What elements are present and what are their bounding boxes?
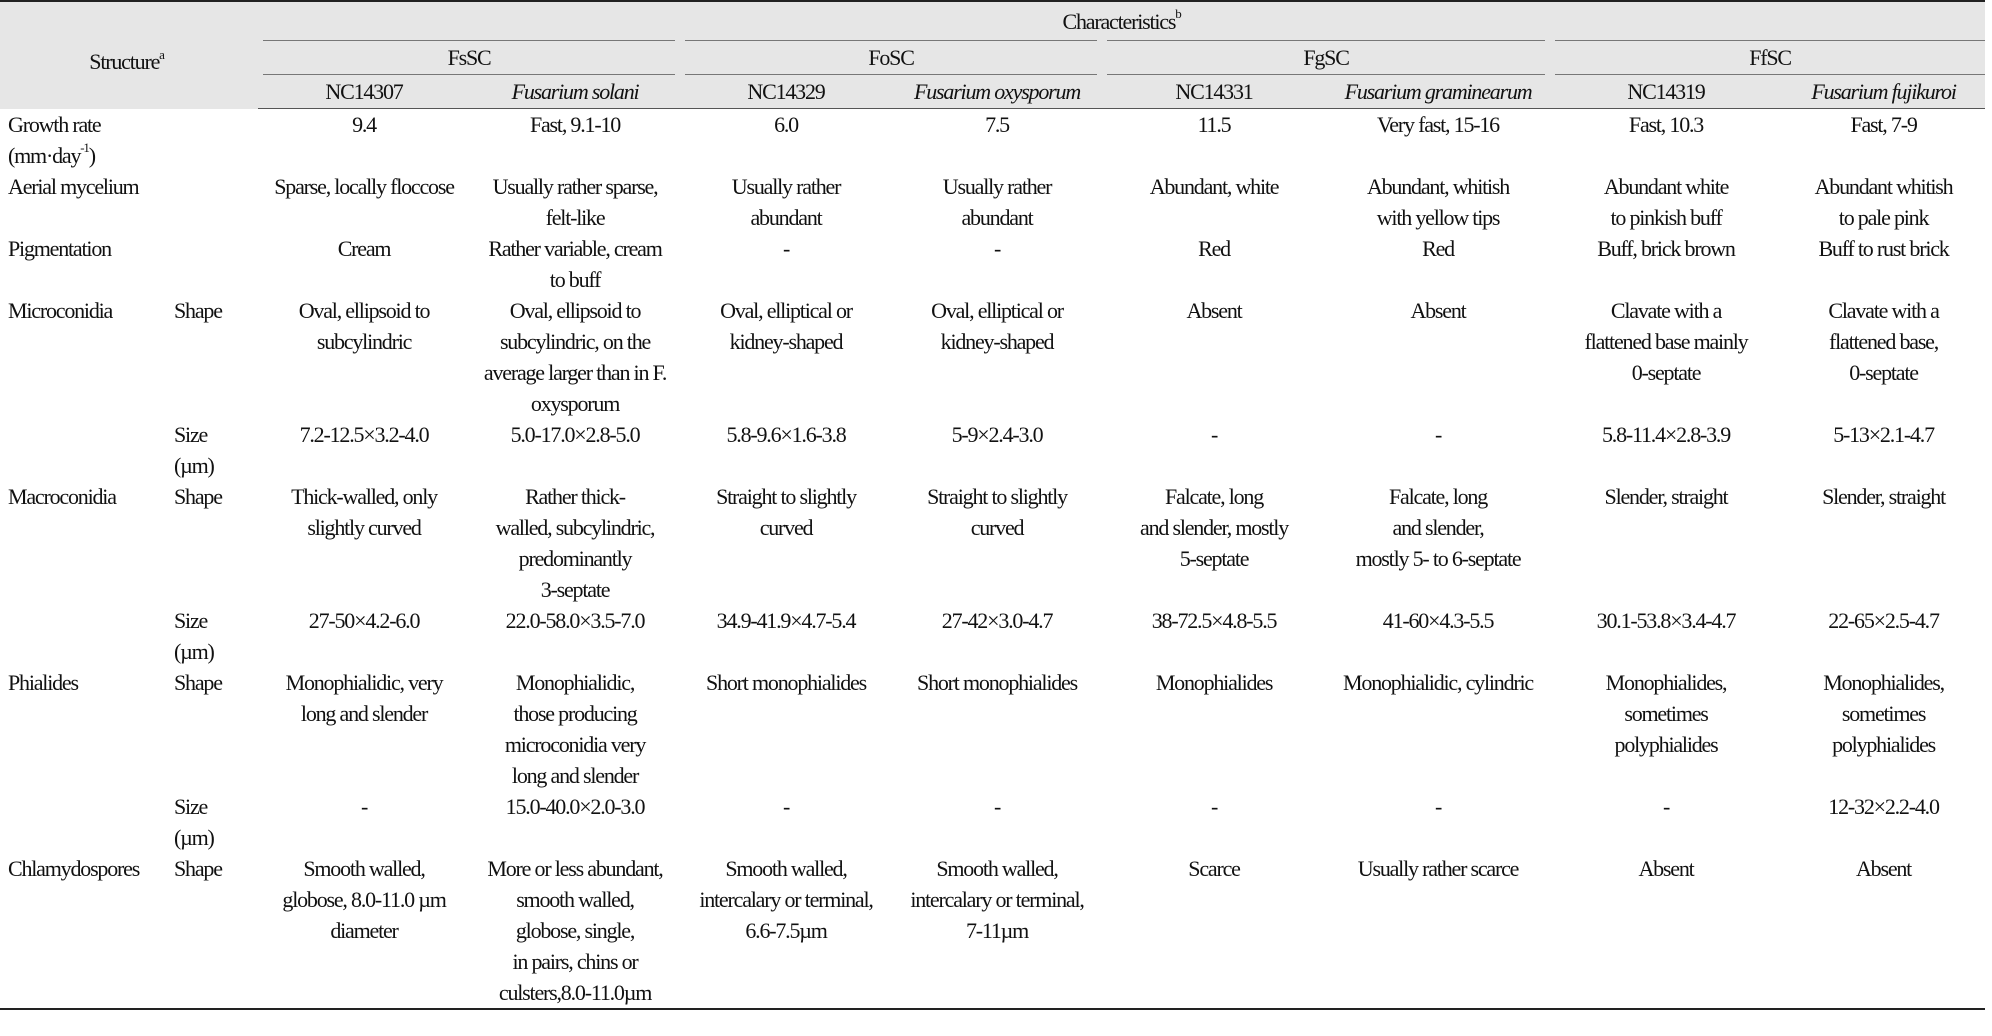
value-cell: Rather variable, cream to buff	[488, 235, 662, 292]
structure-cell	[0, 233, 170, 295]
value-cell: Red	[1422, 235, 1454, 261]
value-cell: Monophialides, sometimes polyphialides	[1605, 669, 1727, 757]
value-cell: Cream	[337, 235, 391, 261]
value-cell: Falcate, long and slender, mostly 5- to 6-septate	[1355, 483, 1521, 571]
structure-label: Microconidia	[8, 297, 113, 323]
substructure-cell: Shape	[174, 297, 222, 323]
value-cell: 5.0-17.0×2.8-5.0	[510, 421, 640, 447]
value-cell: 5-9×2.4-3.0	[951, 421, 1043, 447]
structure-cell	[0, 171, 170, 233]
substructure-cell	[170, 233, 258, 295]
value-cell: Falcate, long and slender, mostly 5-septate	[1140, 483, 1289, 571]
value-cell: Short monophialides	[706, 669, 866, 695]
value-cell: -	[360, 793, 368, 819]
structure-label-tail: )	[88, 142, 95, 168]
value-cell: 7.2-12.5×3.2-4.0	[299, 421, 429, 447]
table-row	[0, 171, 1985, 233]
value-cell: Slender, straight	[1822, 483, 1945, 509]
value-cell: 15.0-40.0×2.0-3.0	[505, 793, 645, 819]
column-header-6: Fusarium graminearum	[1326, 75, 1550, 109]
value-cell: Usually rather scarce	[1326, 853, 1550, 1009]
substructure-cell	[170, 171, 258, 233]
structure-cell	[0, 481, 170, 605]
value-cell: -	[993, 235, 1001, 261]
structure-cell	[0, 109, 170, 171]
table-row	[0, 853, 1985, 1009]
table-row	[0, 109, 1985, 171]
column-header-8: Fusarium fujikuroi	[1782, 75, 1985, 109]
value-cell: -	[782, 235, 790, 261]
value-cell: Oval, elliptical or kidney-shaped	[931, 297, 1063, 354]
value-cell: Very fast, 15-16	[1377, 112, 1499, 137]
structure-header: Structure$^a$	[0, 1, 258, 109]
table-body	[0, 109, 1985, 1009]
value-cell: 6.0	[774, 112, 798, 137]
value-cell: Abundant, whitish with yellow tips	[1366, 173, 1510, 230]
substructure-cell	[170, 109, 258, 171]
structure-label: Phialides	[8, 669, 78, 695]
value-cell: Abundant whitish to pale pink	[1814, 173, 1953, 230]
table-row	[0, 295, 1985, 419]
structure-label: Aerial mycelium	[8, 173, 139, 199]
table-row	[0, 481, 1985, 605]
column-header-4: Fusarium oxysporum	[892, 75, 1102, 109]
value-cell: 7.5	[985, 112, 1009, 137]
value-cell: Smooth walled, intercalary or terminal, 6.6-7.5µm	[680, 853, 892, 1009]
value-cell: Monophialides, sometimes polyphialides	[1823, 669, 1944, 757]
substructure-cell: Shape	[174, 483, 222, 509]
substructure-cell: Shape	[170, 853, 258, 1009]
value-cell: Absent	[1186, 297, 1242, 323]
value-cell: 5.8-9.6×1.6-3.8	[726, 421, 846, 447]
structure-cell	[0, 853, 170, 1009]
value-cell: Buff to rust brick	[1818, 235, 1949, 261]
substructure-cell: Size (µm)	[174, 607, 214, 664]
value-cell: 34.9-41.9×4.7-5.4	[716, 607, 856, 633]
value-cell: Smooth walled, intercalary or terminal, 7-11µm	[892, 853, 1102, 1009]
structure-label: Pigmentation	[8, 235, 111, 261]
header-row-columns	[0, 75, 1985, 109]
value-cell: -	[782, 793, 790, 819]
value-cell: Monophialidic, cylindric	[1343, 669, 1533, 695]
table-row	[0, 419, 1985, 481]
value-cell: 5-13×2.1-4.7	[1833, 421, 1934, 447]
value-cell: Absent	[1410, 297, 1466, 323]
value-cell: Slender, straight	[1604, 483, 1728, 509]
value-cell: Usually rather abundant	[731, 173, 841, 230]
value-cell: Usually rather abundant	[942, 173, 1052, 230]
value-cell: 41-60×4.3-5.5	[1382, 607, 1494, 633]
value-cell: Smooth walled, globose, 8.0-11.0 µm diameter	[258, 853, 470, 1009]
structure-label: Growth rate (mm·day	[8, 111, 101, 168]
table-row	[0, 233, 1985, 295]
value-cell: -	[993, 793, 1001, 819]
column-header-2: Fusarium solani	[470, 75, 680, 109]
table-row	[0, 791, 1985, 853]
value-cell: -	[1434, 421, 1442, 447]
value-cell: 27-50×4.2-6.0	[308, 607, 420, 633]
value-cell: Monophialidic, those producing microconidia very long and slender	[504, 669, 646, 788]
table-row	[0, 667, 1985, 791]
structure-label: Macroconidia	[8, 483, 116, 509]
structure-superscript: -1	[80, 140, 89, 156]
value-cell: Usually rather sparse, felt-like	[492, 173, 658, 230]
value-cell: 11.5	[1197, 112, 1231, 137]
table-row	[0, 605, 1985, 667]
value-cell: 5.8-11.4×2.8-3.9	[1601, 421, 1731, 447]
value-cell: 12-32×2.2-4.0	[1828, 793, 1939, 819]
value-cell: Red	[1198, 235, 1230, 261]
value-cell: Scarce	[1102, 853, 1326, 1009]
column-header-3: NC14329	[680, 75, 892, 109]
value-cell: Abundant white to pinkish buff	[1603, 173, 1729, 230]
group-header-fssc: FsSC	[258, 41, 680, 75]
value-cell: Oval, elliptical or kidney-shaped	[720, 297, 852, 354]
column-header-7: NC14319	[1550, 75, 1782, 109]
value-cell: -	[1434, 793, 1442, 819]
value-cell: Fast, 7-9	[1850, 112, 1917, 137]
value-cell: Thick-walled, only slightly curved	[291, 483, 437, 540]
value-cell: Clavate with a flattened base, 0-septate	[1828, 297, 1939, 385]
value-cell: Sparse, locally floccose	[274, 173, 454, 199]
value-cell: More or less abundant, smooth walled, globose, single, in pairs, chins or culsters,8.0-11.0µm	[470, 853, 680, 1009]
value-cell: 27-42×3.0-4.7	[941, 607, 1053, 633]
group-header-fgsc: FgSC	[1102, 41, 1550, 75]
value-cell: 38-72.5×4.8-5.5	[1151, 607, 1277, 633]
value-cell: Straight to slightly curved	[716, 483, 856, 540]
header-row-groups	[0, 41, 1985, 75]
value-cell: 30.1-53.8×3.4-4.7	[1596, 607, 1736, 633]
characteristics-header: Characteristics$^b$	[258, 1, 1985, 41]
value-cell: Oval, ellipsoid to subcylindric	[298, 297, 430, 354]
value-cell: Rather thick- walled, subcylindric, predominantly 3-septate	[495, 483, 655, 602]
value-cell: Absent	[1782, 853, 1985, 1009]
structure-cell	[0, 667, 170, 791]
value-cell: 22.0-58.0×3.5-7.0	[505, 607, 645, 633]
value-cell: Clavate with a flattened base mainly 0-septate	[1584, 297, 1748, 385]
value-cell: Abundant, white	[1149, 173, 1279, 199]
structure-cell	[0, 295, 170, 419]
structure-cell	[0, 419, 170, 481]
value-cell: Short monophialides	[917, 669, 1077, 695]
value-cell: -	[1662, 793, 1670, 819]
substructure-cell: Shape	[174, 669, 222, 695]
header-row-characteristics	[0, 1, 1985, 41]
column-header-1: NC14307	[258, 75, 470, 109]
structure-label: Chlamydospores	[8, 855, 140, 881]
structure-cell	[0, 791, 170, 853]
substructure-cell: Size (µm)	[174, 421, 214, 478]
structure-cell	[0, 605, 170, 667]
value-cell: Straight to slightly curved	[927, 483, 1067, 540]
group-header-ffsc: FfSC	[1550, 41, 1985, 75]
value-cell: Fast, 9.1-10	[529, 112, 621, 137]
value-cell: -	[1210, 421, 1218, 447]
value-cell: -	[1210, 793, 1218, 819]
value-cell: Oval, ellipsoid to subcylindric, on the average larger than in F. oxysporum	[483, 297, 667, 416]
column-header-5: NC14331	[1102, 75, 1326, 109]
value-cell: Fast, 10.3	[1628, 112, 1704, 137]
group-header-fosc: FoSC	[680, 41, 1102, 75]
value-cell: Buff, brick brown	[1597, 235, 1735, 261]
value-cell: Monophialidic, very long and slender	[285, 669, 443, 726]
value-cell: Monophialides	[1155, 669, 1273, 695]
value-cell: 22-65×2.5-4.7	[1828, 607, 1939, 633]
value-cell: 9.4	[352, 112, 376, 137]
value-cell: Absent	[1550, 853, 1782, 1009]
substructure-cell: Size (µm)	[174, 793, 214, 850]
